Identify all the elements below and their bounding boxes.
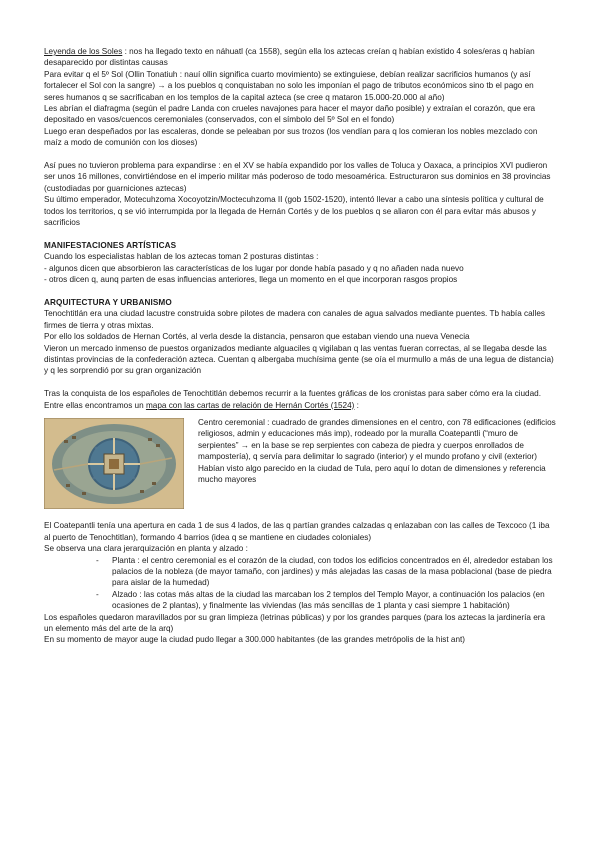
centro-ceremonial-paragraph: Centro ceremonial : cuadrado de grandes dimensiones en el centro, con 78 edificaciones (edificios religiosos, admin y educaciones más imp), rodeado por la muralla Coatepantli (“muro de serpientes” → en la base se rep serpientes con cabeza de piedra y cuerpos enrollados de mampostería), q servía para delimitar lo sagrado (interior) y el mundo profano y civil (exterior) (198, 417, 556, 462)
mapa-link[interactable]: mapa con las cartas de relación de Hernán Cortés (1524) (145, 400, 355, 410)
section-heading-manifestaciones: MANIFESTACIONES ARTÍSTICAS (44, 240, 177, 250)
manifestaciones-point-1: - algunos dicen que absorbieron las características de los lugar por donde había pasado y q no añaden nada nuevo (44, 263, 464, 273)
jerarquizacion-paragraph: Se observa una clara jerarquización en planta y alzado : (44, 544, 248, 554)
list-item-text: Planta : el centro ceremonial es el corazón de la ciudad, con todos los edificios concentrados en él, alrededor estaban los palacios de la nobleza (de mayor tamaño, con jardines) y más alejadas las casas de la masa poblacional (base de piedra para aislar de la humedad) (112, 555, 553, 588)
list-item-text: Alzado : las cotas más altas de la ciudad las marcaban los 2 templos del Templo Mayor, a continuación los palacios (en ocasiones de 2 plantas), y finalmente las viviendas (las más sencillas de 1 planta y casi siempre 1 habitación) (112, 589, 545, 611)
arquitectura-lacustre: Tenochtitlán era una ciudad lacustre construida sobre pilotes de madera con canales de agua salvados mediante puentes. Tb había calles firmes de tierra y otras mixtas. (44, 309, 545, 330)
map-description (198, 417, 556, 485)
intro-paragraph-leyenda (44, 46, 556, 69)
expansion-paragraph: Así pues no tuvieron problema para expandirse : en el XV se había expandido por los valles de Toluca y Oaxaca, a principios XVI pudieron ser unos 16 millones, convirtiéndose en el imperio militar más poderoso de todo mesoamérica. Estructuraron sus dominios en 38 provincias (custodiadas por guarniciones aztecas) (44, 161, 551, 193)
section-heading-arquitectura: ARQUITECTURA Y URBANISMO (44, 297, 172, 307)
arquitectura-mercado: Vieron un mercado inmenso de puestos organizados mediante alguaciles q vigilaban q las ventas fueran correctas, al se llegaba desde las distintas provincias de la confederación azteca. Cuentan q albergaba muchísima gente (se oía el murmullo a más de una legua de distancia) y q les sorprendió por su gran organización (44, 343, 554, 376)
fuentes-end: : (354, 400, 359, 410)
arquitectura-fuentes (44, 388, 556, 411)
map-figure-row (44, 417, 556, 509)
intro-paragraph-despenados: Luego eran despeñados por las escaleras, donde se peleaban por sus trozos (los vendían para q los comieran los nobles mezclado con maíz a modo de comunión con los dioses) (44, 126, 538, 148)
emperor-paragraph: Su último emperador, Motecuhzoma Xocoyotzin/Moctecuhzoma II (gob 1502-1520), intentó llevar a cabo una síntesis política y cultural de todos los territorios, q se vió interrumpida por la llegada de Hernán Cortés y de los pueblos q se aliaron con él para evitar más abusos y sacrificios (44, 195, 544, 228)
list-marker: - (96, 555, 99, 565)
intro-paragraph-diafragma: Les abrían el diafragma (según el padre Landa con crueles navajones para hacer el mayor daño posible) y extraían el corazón, que era depositado en vasos/cuencos ceremoniales (conservados, con el símbolo del 5º Sol en el fondo) (44, 104, 536, 125)
list-marker: - (96, 589, 99, 599)
tenochtitlan-map-image (44, 418, 184, 509)
fuentes-text: Tras la conquista de los españoles de Tenochtitlán debemos recurrir a la fuentes gráficas de los cronistas para saber cómo era la ciudad. Entre ellas encontramos un (44, 389, 541, 410)
manifestaciones-intro: Cuando los especialistas hablan de los aztecas toman 2 posturas distintas : (44, 252, 319, 262)
limpieza-paragraph: Los españoles quedaron maravillados por su gran limpieza (letrinas públicas) y por los grandes parques (para los aztecas la jardinería era un elemento más del arte de la arq) (44, 612, 546, 633)
list-item (96, 589, 556, 612)
coatepantli-paragraph: El Coatepantli tenía una apertura en cada 1 de sus 4 lados, de las q partían grandes calzadas q enlazaban con las calles de Texcoco (1 iba al puerto de Tenochtitlan), formando 4 barrios (idea q se mantiene en ciudades coloniales) (44, 521, 550, 542)
leyenda-text: : nos ha llegado texto en náhuatl (ca 1558), según ella los aztecas creían q habían existido 4 soles/eras q habían desaparecido por distintas causas (44, 47, 535, 68)
manifestaciones-point-2: - otros dicen q, aunq parten de esas influencias anteriores, llega un momento en el que incorporan rasgos propios (44, 275, 458, 285)
jerarquizacion-list (44, 555, 556, 612)
arquitectura-venecia: Por ello los soldados de Hernan Cortés, al verla desde la distancia, pensaron que estaban viendo una nueva Venecia (44, 332, 470, 342)
leyenda-link[interactable]: Leyenda de los Soles (44, 47, 123, 56)
tula-paragraph: Habían visto algo parecido en la ciudad de Tula, pero aquí lo dotan de dimensiones y referencia mucho mayores (198, 463, 546, 484)
intro-paragraph-sol: Para evitar q el 5º Sol (Ollin Tonatiuh : nauí ollin significa cuarto movimiento) se extinguiese, debían realizar sacrificios humanos (y así fortalecer el Sol con la sangre) → a los pueblos q conquistaban no solo les imponían el pago de tributos económicos sino tb el pago en seres humanos q se sacrificaban en los templos de la capital azteca (se cree q mataron 15.000-20.000 al año) (44, 69, 534, 102)
list-item (96, 555, 556, 589)
habitantes-paragraph: En su momento de mayor auge la ciudad pudo llegar a 300.000 habitantes (de las grandes metrópolis de la hist ant) (44, 635, 466, 645)
